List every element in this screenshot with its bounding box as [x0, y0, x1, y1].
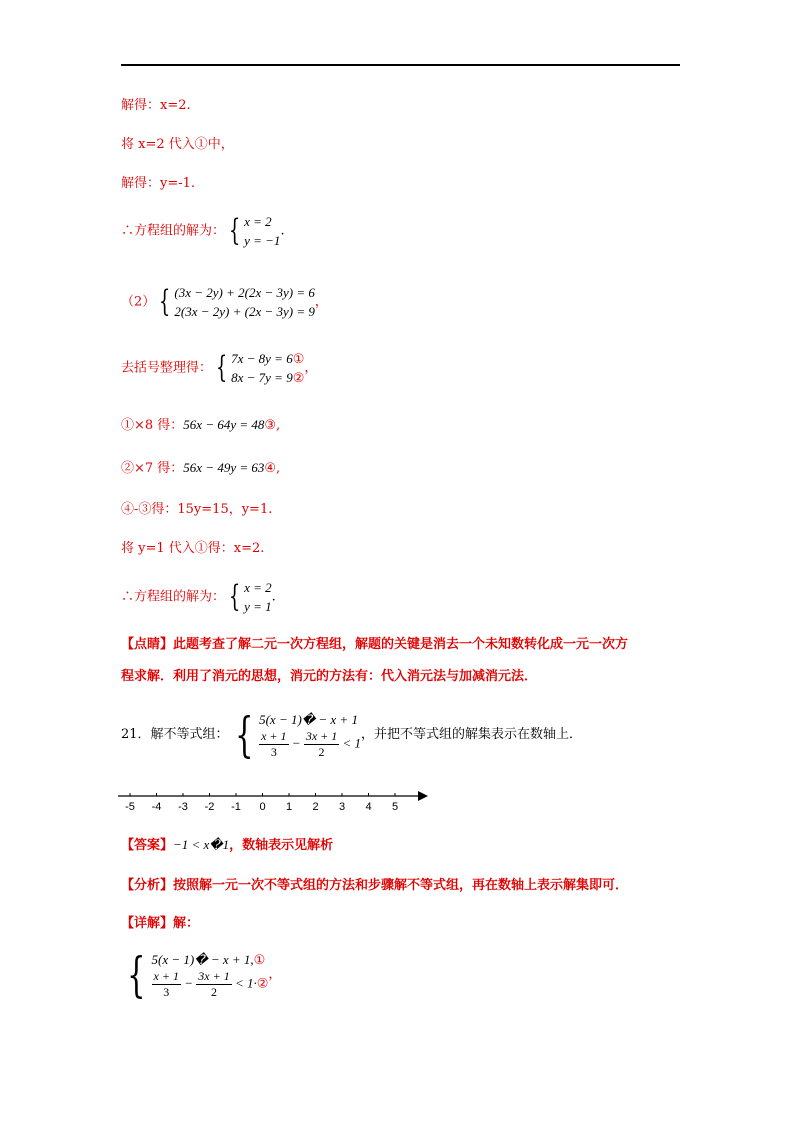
step-label: 去括号整理得：	[121, 360, 213, 376]
equation-row: 7x − 8y = 6①	[231, 351, 305, 366]
step-mark: ③,	[264, 418, 281, 433]
equation-system: { x = 2 y = −1	[228, 213, 281, 248]
tick-label: 5	[391, 801, 399, 813]
number-line	[118, 786, 438, 816]
answer-label: 【答案】	[121, 838, 174, 853]
answer-text: ，数轴表示见解析	[229, 838, 334, 853]
inequality-system: { 5(x − 1)� − x + 1,① $\frac{x + 1}{3}$ − $\frac{3x + 1}{2}$ < 1·②	[127, 947, 269, 1003]
answer-line	[121, 836, 333, 855]
tick-label: 4	[365, 801, 372, 813]
equation-row: x = 2	[244, 580, 272, 595]
arrow-icon	[418, 791, 428, 801]
tick-label: -1	[231, 801, 241, 813]
header-rule	[121, 64, 680, 66]
problem-label: （2）	[121, 294, 156, 310]
solution-line-1	[121, 212, 285, 250]
text-line: ④-③得：15y=15，y=1.	[121, 502, 273, 517]
solution-label: ∴方程组的解为：	[121, 589, 226, 605]
equation-row: (3x − 2y) + 2(2x − 3y) = 6	[174, 285, 315, 300]
equation-row: 8x − 7y = 9②	[231, 370, 305, 385]
tick-label: -2	[204, 801, 215, 813]
step-mark: ④,	[264, 461, 281, 476]
equation-system: { x = 2 y = 1	[228, 579, 272, 614]
note-line: 【点睛】此题考查了解二元一次方程组，解题的关键是消去一个未知数转化成一元一次方	[121, 637, 629, 652]
inequality-row: 5(x − 1)� − x + 1,①	[151, 952, 266, 967]
step-line	[121, 459, 280, 478]
step-line	[121, 416, 280, 435]
equation: 56x − 49y = 63	[183, 460, 265, 475]
comma: ，	[268, 967, 282, 982]
equation-system: { 7x − 8y = 6① 8x − 7y = 9②	[215, 350, 305, 385]
inequality-row: $\frac{x + 1}{3}$ − $\frac{3x + 1}{2}$ < 1	[261, 729, 362, 759]
text-line: 解得：y=-1.	[121, 176, 196, 191]
tick-label: 2	[312, 801, 319, 813]
equation-row: y = −1	[244, 233, 281, 248]
inequality-row: 5(x − 1)� − x + 1	[259, 712, 358, 727]
comma: ，	[304, 360, 318, 376]
equation: 56x − 64y = 48	[183, 417, 265, 432]
text-line: 将 x=2 代入①中，	[121, 137, 234, 152]
solution-line-2	[121, 578, 276, 616]
analysis-line: 【分析】按照解一元一次不等式组的方法和步骤解不等式组，再在数轴上表示解集即可．	[121, 878, 629, 893]
equation-row: 2(3x − 2y) + (2x − 3y) = 9	[174, 304, 315, 319]
step-label: ②×7 得：	[121, 461, 184, 476]
tick-label: -5	[125, 801, 135, 813]
question-instruction: ，并把不等式组的解集表示在数轴上．	[361, 727, 583, 742]
period: .	[280, 223, 285, 239]
simplify-line	[121, 349, 317, 387]
period: .	[271, 589, 276, 605]
tick-label: -3	[178, 801, 188, 813]
note-line: 程求解．利用了消元的思想，消元的方法有：代入消元法与加减消元法．	[121, 669, 538, 684]
text-line: 将 y=1 代入①得：x=2.	[121, 541, 265, 556]
problem-2-line	[121, 283, 328, 321]
detail-label: 【详解】解：	[121, 916, 200, 931]
tick-label: -4	[151, 801, 162, 813]
text-line: 解得：x=2.	[121, 98, 191, 113]
tick-label: 3	[338, 801, 346, 813]
equation-row: y = 1	[244, 599, 272, 614]
answer-inequality: −1 < x�1	[173, 837, 230, 852]
tick-label: 0	[259, 801, 266, 813]
inequality-system: { 5(x − 1)� − x + 1 $\frac{x + 1}{3}$ − $\frac{3x + 1}{2}$ < 1	[234, 707, 362, 763]
step-label: ①×8 得：	[121, 418, 184, 433]
detail-system-line	[121, 947, 282, 1003]
question-21	[121, 707, 583, 763]
question-label: 21．解不等式组：	[121, 727, 229, 742]
comma: ，	[314, 294, 328, 310]
solution-label: ∴方程组的解为：	[121, 223, 226, 239]
equation-system: { (3x − 2y) + 2(2x − 3y) = 6 2(3x − 2y) + (2x − 3y) = 9	[159, 284, 315, 319]
tick-label: 1	[285, 801, 293, 813]
equation-row: x = 2	[244, 214, 272, 229]
inequality-row: $\frac{x + 1}{3}$ − $\frac{3x + 1}{2}$ < 1·②	[153, 969, 269, 999]
